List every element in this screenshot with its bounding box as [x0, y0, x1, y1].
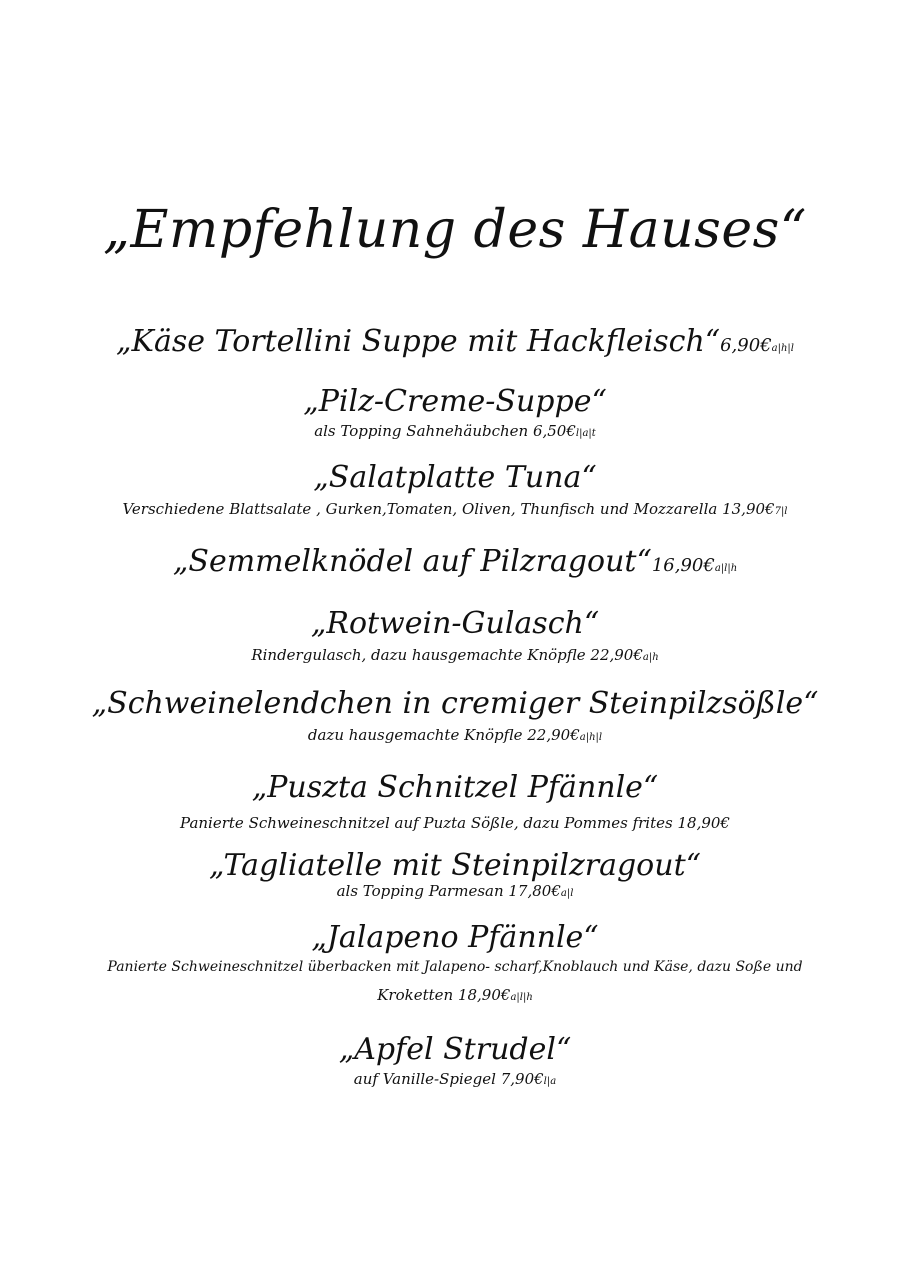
- allergen-codes: a|h|l: [771, 343, 794, 354]
- dish-name: „Apfel Strudel“: [338, 1032, 572, 1067]
- dish-description: als Topping Parmesan 17,80€: [336, 882, 561, 900]
- dish-name: „Rotwein-Gulasch“: [310, 606, 600, 641]
- allergen-codes: a|l|h: [714, 563, 738, 574]
- dish-name: „Käse Tortellini Suppe mit Hackfleisch“: [116, 324, 721, 359]
- dish-description-line: [0, 880, 910, 905]
- dish-description: dazu hausgemachte Knöpfle 22,90€: [307, 726, 580, 744]
- menu-title: „Empfehlung des Hauses“: [103, 200, 807, 260]
- dish-price: 16,90€: [651, 555, 715, 576]
- dish-name: „Semmelknödel auf Pilzragout“: [172, 544, 652, 579]
- dish-description: als Topping Sahnehäubchen 6,50€: [314, 422, 576, 440]
- allergen-codes: l|a: [543, 1076, 557, 1087]
- dish-name: „Tagliatelle mit Steinpilzragout“: [209, 848, 701, 883]
- dish-description-line: [0, 498, 910, 523]
- dish-name: „Jalapeno Pfännle“: [311, 920, 599, 955]
- menu-item: [0, 322, 910, 369]
- dish-description-line: [0, 724, 910, 749]
- dish-description: auf Vanille-Spiegel 7,90€: [353, 1070, 544, 1088]
- dish-description: Panierte Schweineschnitzel auf Puzta Sößle, dazu Pommes frites 18,90€: [180, 814, 730, 832]
- dish-name: „Pilz-Creme-Suppe“: [303, 384, 607, 419]
- dish-description-line: [0, 420, 910, 445]
- menu-item: [0, 542, 910, 589]
- dish-description-line: [0, 1068, 910, 1093]
- dish-description: Rindergulasch, dazu hausgemachte Knöpfle 22,90€: [251, 646, 643, 664]
- dish-description: Panierte Schweineschnitzel überbacken mit Jalapeno- scharf,Knoblauch und Käse, dazu Soße und: [107, 959, 803, 975]
- allergen-codes: a|l: [560, 888, 574, 899]
- dish-description-line: [0, 644, 910, 669]
- allergen-codes: a|h|l: [579, 732, 603, 743]
- dish-description-line: [0, 984, 910, 1009]
- allergen-codes: a|h: [642, 652, 659, 663]
- dish-name: „Salatplatte Tuna“: [313, 460, 597, 495]
- dish-price: 6,90€: [720, 335, 772, 356]
- dish-name: „Puszta Schnitzel Pfännle“: [251, 770, 659, 805]
- dish-description: Verschiedene Blattsalate , Gurken,Tomaten, Oliven, Thunfisch und Mozzarella 13,90€: [122, 500, 775, 518]
- dish-description-continued: Kroketten 18,90€: [377, 986, 511, 1004]
- allergen-codes: 7|l: [774, 506, 788, 517]
- allergen-codes: l|a|t: [575, 428, 596, 439]
- allergen-codes: a|l|h: [510, 992, 533, 1003]
- dish-name: „Schweinelendchen in cremiger Steinpilzsößle“: [91, 686, 819, 721]
